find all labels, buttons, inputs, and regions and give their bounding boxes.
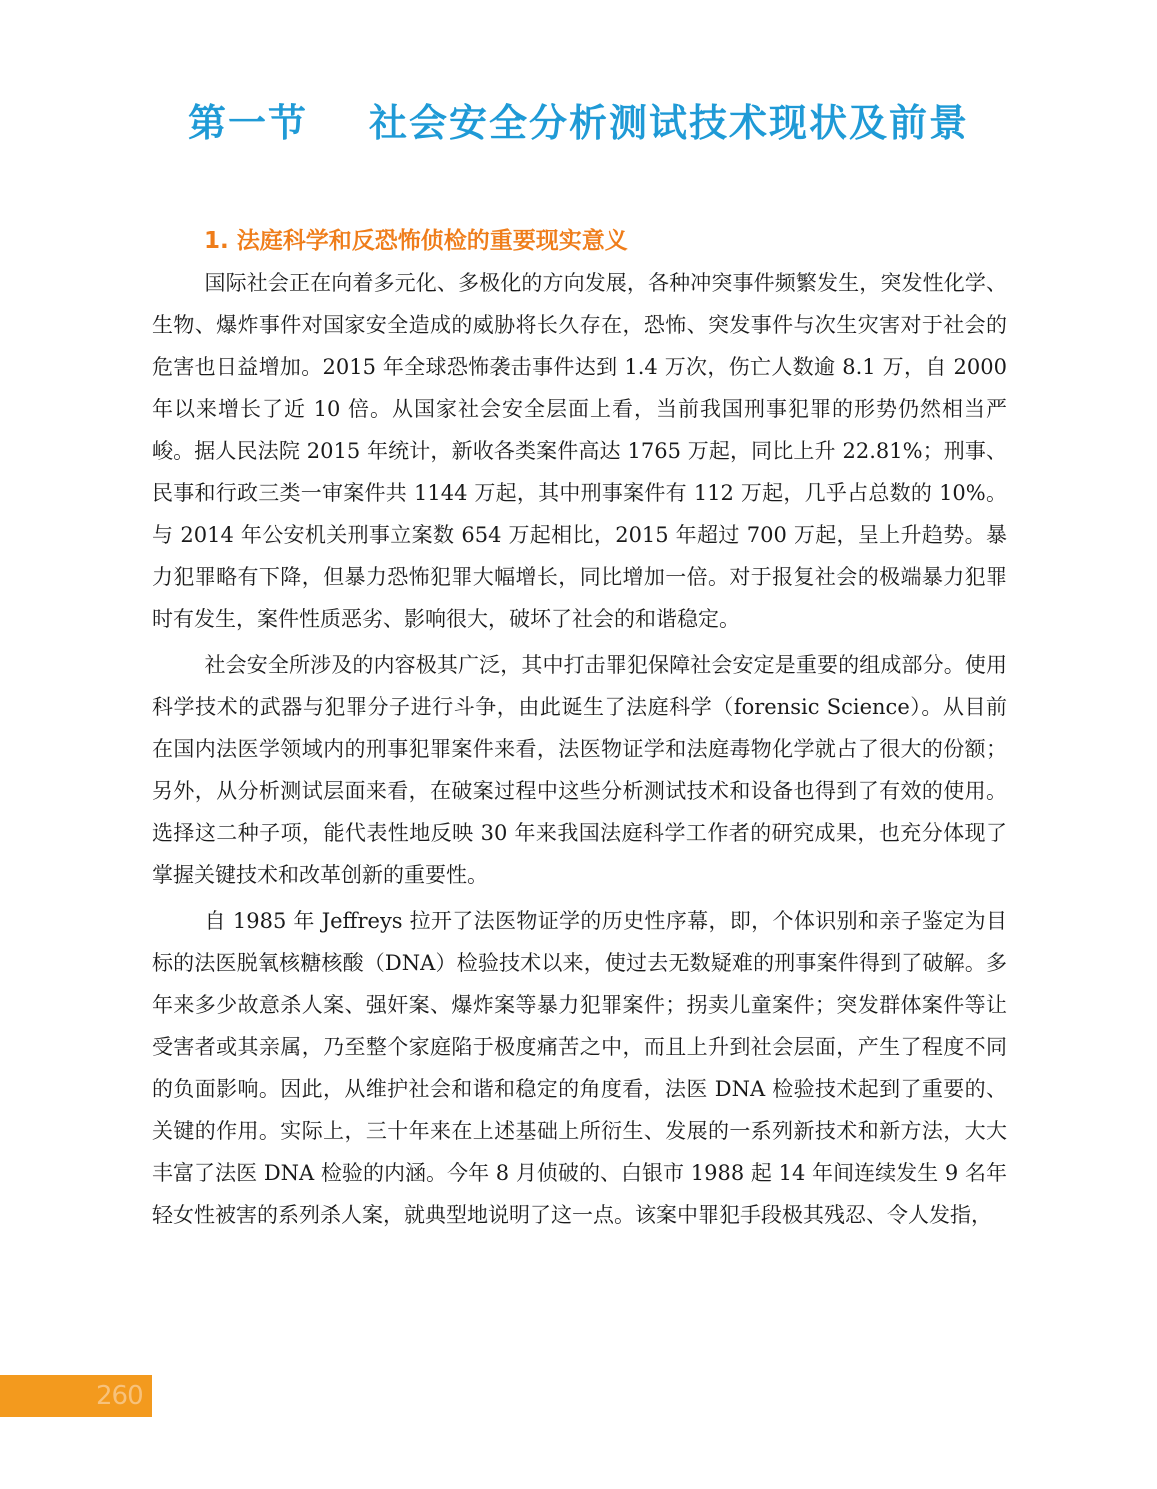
paragraph-3: 自 1985 年 Jeffreys 拉开了法医物证学的历史性序幕，即，个体识别和亲子鉴定为目标的法医脱氧核糖核酸（DNA）检验技术以来，使过去无数疑难的刑事案件得到了破解。多年来多少故意杀人案、强奸案、爆炸案等暴力犯罪案件；拐卖儿童案件；突发群体案件等让受害者或其亲属，乃至整个家庭陷于极度痛苦之中，而且上升到社会层面，产生了程度不同的负面影响。因此，从维护社会和谐和稳定的角度看，法医 DNA 检验技术起到了重要的、关键的作用。实际上，三十年来在上述基础上所衍生、发展的一系列新技术和新方法，大大丰富了法医 DNA 检验的内涵。今年 8 月侦破的、白银市 1988 起 14 年间连续发生 9 名年轻女性被害的系列杀人案，就典型地说明了这一点。该案中罪犯手段极其残忍、令人发指，	[152, 909, 1007, 1227]
paragraph-2: 社会安全所涉及的内容极其广泛，其中打击罪犯保障社会安定是重要的组成部分。使用科学技术的武器与犯罪分子进行斗争，由此诞生了法庭科学（forensic Science）。从目前在国内法医学领域内的刑事犯罪案件来看，法医物证学和法庭毒物化学就占了很大的份额；另外，从分析测试层面来看，在破案过程中这些分析测试技术和设备也得到了有效的使用。选择这二种子项，能代表性地反映 30 年来我国法庭科学工作者的研究成果，也充分体现了掌握关键技术和改革创新的重要性。	[152, 653, 1007, 887]
page-number: 260	[96, 1381, 143, 1411]
section-heading: 1. 法庭科学和反恐怖侦检的重要现实意义	[204, 228, 628, 254]
chapter-title: 第一节 社会安全分析测试技术现状及前景	[188, 101, 969, 145]
paragraph-1: 国际社会正在向着多元化、多极化的方向发展，各种冲突事件频繁发生，突发性化学、生物、爆炸事件对国家安全造成的威胁将长久存在，恐怖、突发事件与次生灾害对于社会的危害也日益增加。2015 年全球恐怖袭击事件达到 1.4 万次，伤亡人数逾 8.1 万，自 2000 年以来增长了近 10 倍。从国家社会安全层面上看，当前我国刑事犯罪的形势仍然相当严峻。据人民法院 2015 年统计，新收各类案件高达 1765 万起，同比上升 22.81%；刑事、民事和行政三类一审案件共 1144 万起，其中刑事案件有 112 万起，几乎占总数的 10%。与 2014 年公安机关刑事立案数 654 万起相比，2015 年超过 700 万起，呈上升趋势。暴力犯罪略有下降，但暴力恐怖犯罪大幅增长，同比增加一倍。对于报复社会的极端暴力犯罪时有发生，案件性质恶劣、影响很大，破坏了社会的和谐稳定。	[152, 271, 1007, 631]
body-text	[152, 262, 1007, 1240]
